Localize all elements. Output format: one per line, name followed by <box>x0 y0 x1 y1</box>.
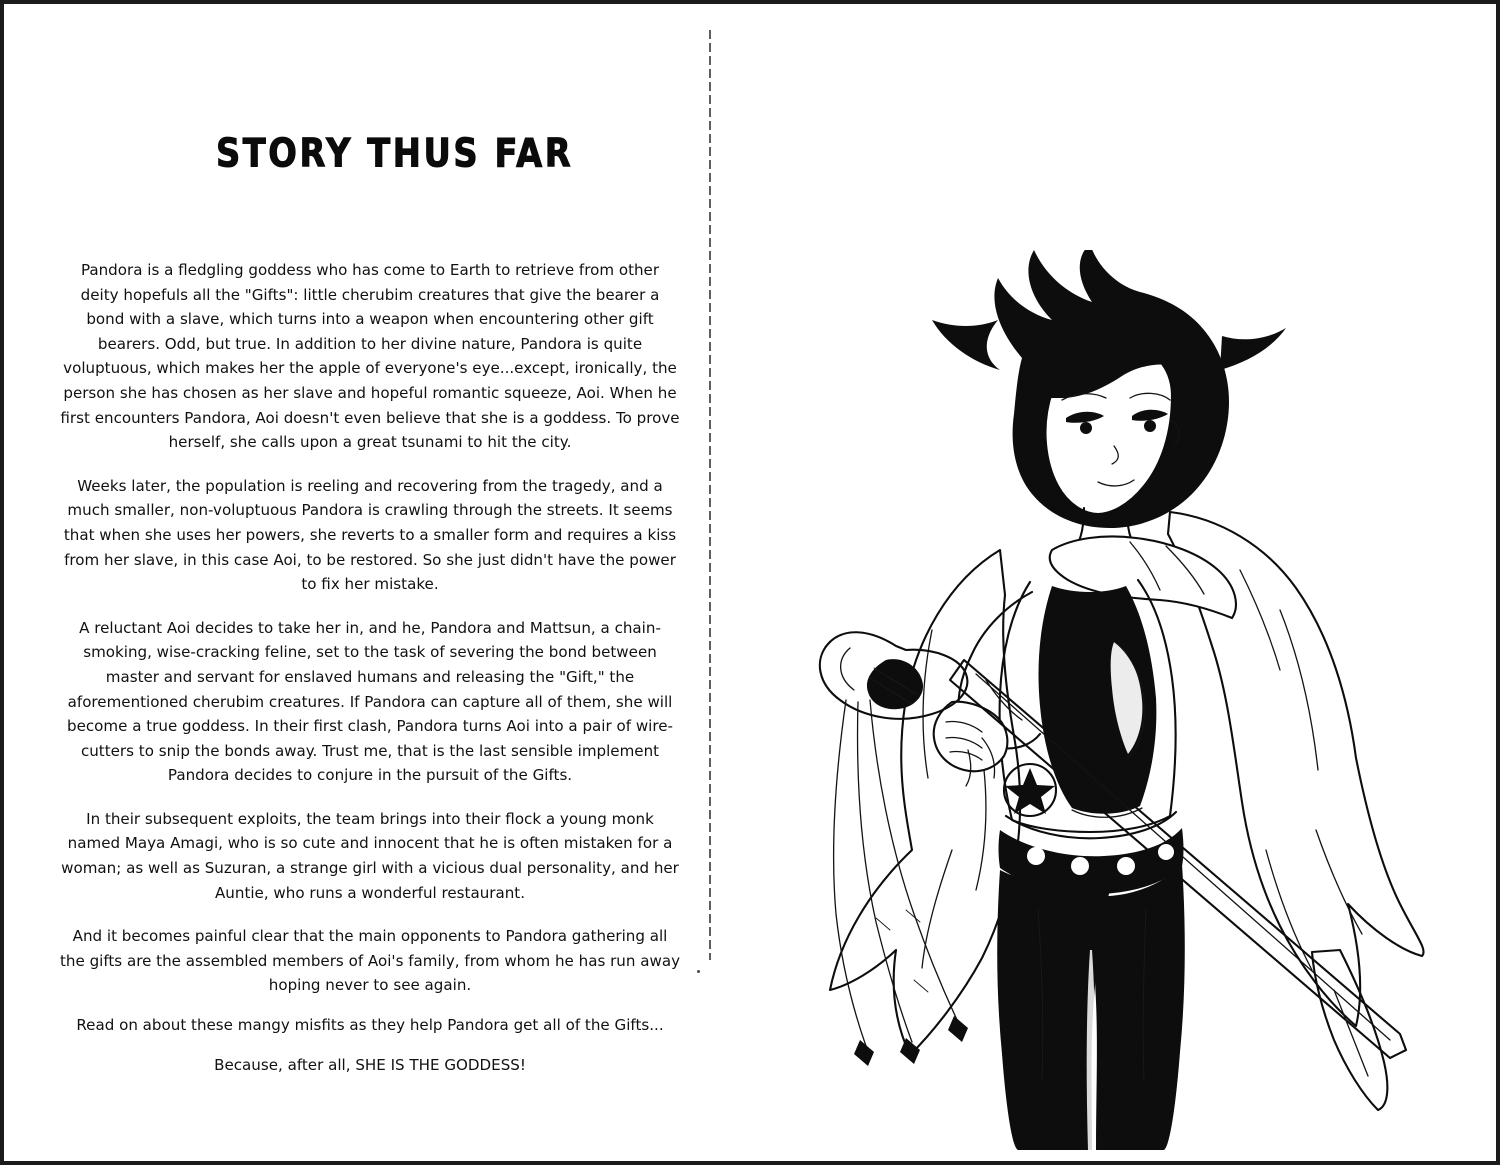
page-border-bottom <box>0 1161 1500 1165</box>
story-paragraph: And it becomes painful clear that the main opponents to Pandora gathering all the gifts are the assembled members of Aoi's family, from whom he has run away hoping never to see again. <box>60 927 681 995</box>
story-paragraph: Weeks later, the population is reeling and recovering from the tragedy, and a much smaller, non-voluptuous Pandora is crawling through the streets. It seems that when she uses her powers, she reverts to a smaller form and requires a kiss from her slave, in this case Aoi, to be restored. So she just didn't have the power to fix her mistake. <box>63 476 677 594</box>
page-title: STORY THUS FAR <box>216 130 574 177</box>
cape-lower-right <box>1312 950 1387 1110</box>
story-closing-line: Read on about these mangy misfits as they help Pandora get all of the Gifts... <box>76 1016 664 1035</box>
character-illustration <box>700 250 1490 1150</box>
cape-left <box>830 550 1020 1055</box>
story-paragraph: Pandora is a fledgling goddess who has come to Earth to retrieve from other deity hopefuls all the "Gifts": little cherubim creatures that give the bearer a bond with a slave, which turns into a weapon when encountering other gift bearers. Odd, but true. In addition to her divine nature, Pandora is quite voluptuous, which makes her the apple of everyone's eye...except, ironically, the person she has chosen as her slave and hopeful romantic squeeze, Aoi. When he first encounters Pandora, Aoi doesn't even believe that she is a goddess. To prove herself, she calls upon a great tsunami to hit the city. <box>60 261 680 452</box>
page-border-right <box>1496 0 1500 1165</box>
page-border-left <box>0 0 4 1165</box>
story-tagline: Because, after all, SHE IS THE GODDESS! <box>214 1055 526 1074</box>
story-paragraph: A reluctant Aoi decides to take her in, and he, Pandora and Mattsun, a chain-smoking, wise-cracking feline, set to the task of severing the bond between master and servant for enslaved humans and releasing the "Gift," the aforementioned cherubim creatures. If Pandora can capture all of them, she will become a true goddess. In their first clash, Pandora turns Aoi into a pair of wire-cutters to snip the bonds away. Trust me, that is the last sensible implement Pandora decides to conjure in the pursuit of the Gifts. <box>67 618 673 785</box>
page-border-top <box>0 0 1500 4</box>
story-paragraph: In their subsequent exploits, the team brings into their flock a young monk named Maya Amagi, who is so cute and innocent that he is often mistaken for a woman; as well as Suzuran, a strange girl with a vicious dual personality, and her Auntie, who runs a wonderful restaurant. <box>61 809 679 902</box>
legs <box>997 864 1185 1150</box>
story-body <box>60 258 680 1077</box>
